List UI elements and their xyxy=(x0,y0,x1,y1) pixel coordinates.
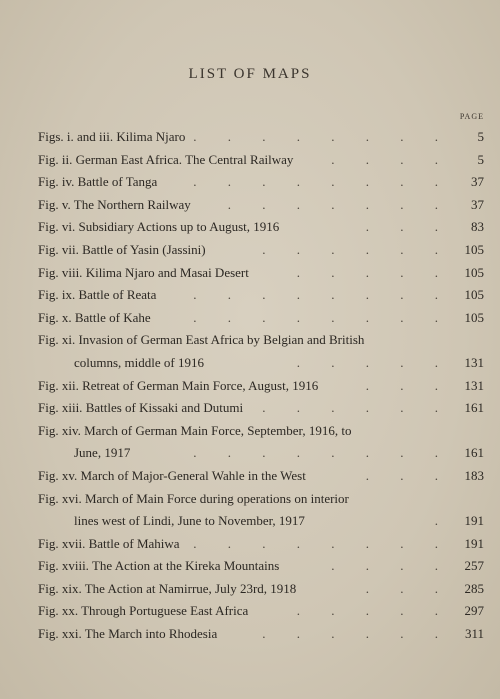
leader-dots: . . . . . . xyxy=(262,400,452,416)
map-title: The Action at the Kireka Mountains xyxy=(91,558,280,574)
leader-dots: . . . xyxy=(365,219,452,235)
map-title: German East Africa. The Central Railway xyxy=(75,151,294,167)
figure-number: Fig. xvii. xyxy=(38,535,86,551)
map-list-item xyxy=(38,171,486,194)
page-number: 105 xyxy=(464,264,484,280)
figure-number: Fig. xvi. xyxy=(38,490,82,506)
map-list-item xyxy=(38,329,486,374)
figure-number: Fig. xv. xyxy=(38,467,78,483)
map-list-item xyxy=(38,578,486,601)
leader-dots: . . . . . . . . xyxy=(193,535,452,551)
leader-dots: . . . . xyxy=(331,151,452,167)
leader-dots: . . . . xyxy=(331,558,452,574)
map-list-item xyxy=(38,194,486,217)
leader-dots: . . . xyxy=(365,467,452,483)
figure-number: Fig. xxi. xyxy=(38,626,82,642)
page-number: 297 xyxy=(464,603,484,619)
leader-dots: . . . . . . . . xyxy=(193,287,452,303)
figure-number: Fig. ix. xyxy=(38,287,76,303)
map-title: Kilima Njaro and Masai Desert xyxy=(85,264,249,280)
map-title: March of Major-General Wahle in the West xyxy=(80,467,306,483)
map-list-item xyxy=(38,284,486,307)
map-title: Retreat of German Main Force, August, 1916 xyxy=(82,377,319,393)
map-list-item xyxy=(38,533,486,556)
page-number: 37 xyxy=(471,174,484,190)
leader-dots: . . . . . xyxy=(296,264,452,280)
map-title: Invasion of German East Africa by Belgian and British xyxy=(78,332,365,348)
leader-dots: . xyxy=(434,513,452,529)
figure-number: Fig. viii. xyxy=(38,264,83,280)
map-list-item xyxy=(38,600,486,623)
page-number: 131 xyxy=(464,377,484,393)
leader-dots: . . . . . . xyxy=(262,626,452,642)
map-title: Kilima Njaro xyxy=(116,129,186,144)
page-number: 37 xyxy=(471,196,484,212)
figure-number: Fig. ii. xyxy=(38,151,73,167)
figure-number: Fig. xi. xyxy=(38,332,76,348)
figure-number: Fig. vi. xyxy=(38,219,76,235)
map-list-item xyxy=(38,488,486,533)
page-number: 5 xyxy=(477,129,484,144)
leader-dots: . . . . . xyxy=(296,354,452,370)
page-number: 105 xyxy=(464,309,484,325)
leader-dots: . . . . . xyxy=(296,603,452,619)
page-number: 105 xyxy=(464,241,484,257)
map-list-item xyxy=(38,465,486,488)
map-title: The Action at Namirrue, July 23rd, 1918 xyxy=(84,580,297,596)
page-number: 183 xyxy=(464,467,484,483)
page-number: 83 xyxy=(471,219,484,235)
map-title-continuation: columns, middle of 1916 xyxy=(74,354,204,370)
page-number: 257 xyxy=(464,558,484,574)
page-column-header: PAGE xyxy=(459,112,484,121)
page-number: 5 xyxy=(477,151,484,167)
leader-dots: . . . xyxy=(365,377,452,393)
map-list-item xyxy=(38,375,486,398)
leader-dots: . . . . . . . xyxy=(227,196,452,212)
page-number: 191 xyxy=(464,535,484,551)
map-list xyxy=(38,126,486,646)
map-title: Through Portuguese East Africa xyxy=(81,603,249,619)
figure-number: Fig. xx. xyxy=(38,603,79,619)
map-title: The Northern Railway xyxy=(73,196,191,212)
map-title: Battles of Kissaki and Dutumi xyxy=(85,400,244,416)
map-title: Battle of Mahiwa xyxy=(88,535,180,551)
figure-number: Fig. xii. xyxy=(38,377,79,393)
map-list-item xyxy=(38,126,486,149)
map-list-item xyxy=(38,239,486,262)
map-list-item xyxy=(38,397,486,420)
figure-number: Fig. x. xyxy=(38,309,72,325)
figure-number: Fig. xviii. xyxy=(38,558,89,574)
figure-number: Fig. xiii. xyxy=(38,400,83,416)
leader-dots: . . . . . . xyxy=(262,241,452,257)
map-list-item xyxy=(38,307,486,330)
map-title: Battle of Tanga xyxy=(77,174,158,190)
page-number: 191 xyxy=(464,513,484,529)
leader-dots: . . . . . . . . xyxy=(193,445,452,461)
page-number: 285 xyxy=(464,580,484,596)
leader-dots: . . . . . . . . xyxy=(193,309,452,325)
map-title-continuation: June, 1917 xyxy=(74,445,131,461)
map-title-continuation: lines west of Lindi, June to November, 1917 xyxy=(74,513,305,529)
map-title: The March into Rhodesia xyxy=(84,626,218,642)
map-title: Battle of Kahe xyxy=(74,309,151,325)
figure-number: Figs. i. and iii. xyxy=(38,129,114,144)
figure-number: Fig. vii. xyxy=(38,241,79,257)
figure-number: Fig. v. xyxy=(38,196,71,212)
map-list-item xyxy=(38,262,486,285)
leader-dots: . . . . . . . . xyxy=(193,129,452,144)
page-number: 161 xyxy=(464,400,484,416)
page-number: 161 xyxy=(464,445,484,461)
page-number: 131 xyxy=(464,354,484,370)
leader-dots: . . . xyxy=(365,580,452,596)
page-number: 105 xyxy=(464,287,484,303)
map-title: Battle of Reata xyxy=(78,287,157,303)
figure-number: Fig. xiv. xyxy=(38,422,81,438)
page-title: LIST OF MAPS xyxy=(188,66,312,82)
page-number: 311 xyxy=(464,626,484,642)
map-title: Subsidiary Actions up to August, 1916 xyxy=(78,219,280,235)
map-list-item xyxy=(38,420,486,465)
map-title: March of Main Force during operations on interior xyxy=(84,490,349,506)
map-list-item xyxy=(38,149,486,172)
map-title: Battle of Yasin (Jassini) xyxy=(82,241,206,257)
leader-dots: . . . . . . . . xyxy=(193,174,452,190)
map-list-item xyxy=(38,623,486,646)
map-list-item xyxy=(38,216,486,239)
map-list-item xyxy=(38,555,486,578)
map-title: March of German Main Force, September, 1916, to xyxy=(84,422,352,438)
figure-number: Fig. xix. xyxy=(38,580,82,596)
figure-number: Fig. iv. xyxy=(38,174,75,190)
